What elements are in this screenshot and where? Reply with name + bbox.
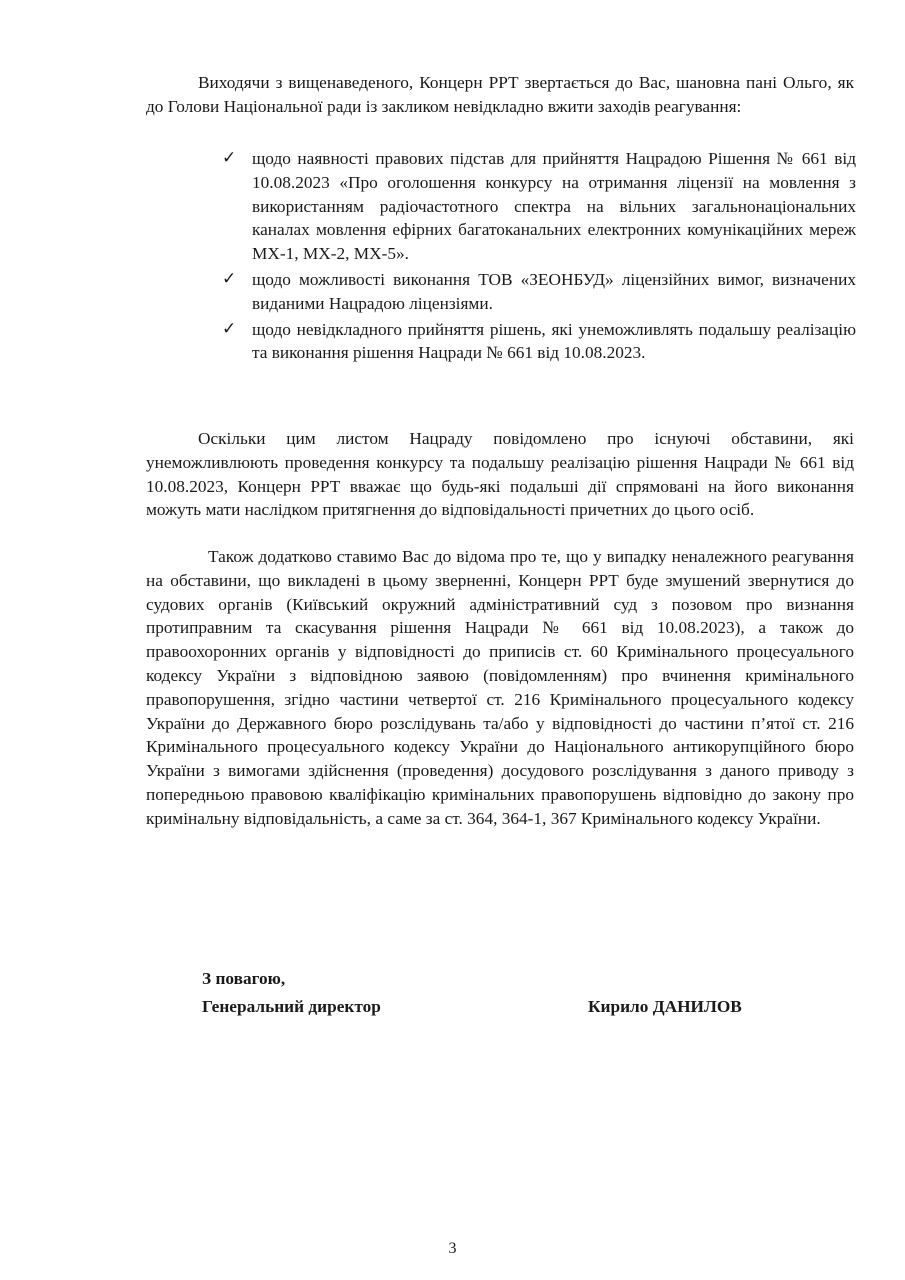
closing-phrase: З повагою, [202,969,286,988]
notice-paragraph: Оскільки цим листом Нацраду повідомлено про існуючі обставини, які унеможливлюють проведення конкурсу та подальшу реалізацію рішення Нацради № 661 від 10.08.2023, Концерн РРТ вважає що будь-які подальші дії спрямовані на його виконання можуть мати наслідком притягнення до відповідальності причетних до цього осіб. [146,429,854,520]
measures-checklist [222,147,856,365]
signature-block [202,965,381,1021]
signer-position: Генеральний директор [202,997,381,1016]
checkmark-icon: ✓ [222,318,237,339]
checklist-item-text: щодо можливості виконання ТОВ «ЗЕОНБУД» ліцензійних вимог, визначених виданими Нацрадою ліцензіями. [252,269,856,313]
checkmark-icon: ✓ [222,268,237,289]
checklist-item [222,318,856,366]
checkmark-icon: ✓ [222,148,237,168]
checklist-item-text: щодо наявності правових підстав для прийняття Нацрадою Рішення № 661 від 10.08.2023 «Про оголошення конкурсу на отримання ліцензії на мовлення з використанням радіочастотного спектра на вільних загальнонаціональних каналах мовлення ефірних багатоканальних електронних комунікаційних мереж MX-1, MX-2, MX-5». [252,149,856,264]
signer-name: Кирило ДАНИЛОВ [588,997,742,1016]
checklist-item [222,147,856,266]
checklist-item-text: щодо невідкладного прийняття рішень, які унеможливлять подальшу реалізацію та виконання рішення Нацради № 661 від 10.08.2023. [252,319,856,363]
intro-paragraph: Виходячи з вищенаведеного, Концерн РРТ звертається до Вас, шановна пані Ольго, як до Голови Національної ради із закликом невідкладно вжити заходів реагування: [146,73,854,116]
legal-action-paragraph: Також додатково ставимо Вас до відома про те, що у випадку неналежного реагування на обставини, що викладені в цьому зверненні, Концерн РРТ буде змушений звернутися до судових органів (Київський окружний адміністративний суд з позовом про визнання протиправним та скасування рішення Нацради № 661 від 10.08.2023), а також до правоохоронних органів у відповідності до приписів ст. 60 Кримінального процесуального кодексу України з відповідною заявою (повідомленням) про вчинення кримінального правопорушення, згідно частини четвертої ст. 216 Кримінального процесуального кодексу України до Державного бюро розслідувань та/або у відповідності до частини п’ятої ст. 216 Кримінального процесуального кодексу України до Національного антикорупційного бюро України з вимогами здійснення (проведення) досудового розслідування з даного приводу з попередньою правовою кваліфікацію кримінальних правопорушень відповідно до закону про кримінальну відповідальність, а саме за ст. 364, 364-1, 367 Кримінального кодексу України. [146,547,854,828]
checklist-item [222,268,856,316]
page-number: 3 [448,1240,457,1257]
